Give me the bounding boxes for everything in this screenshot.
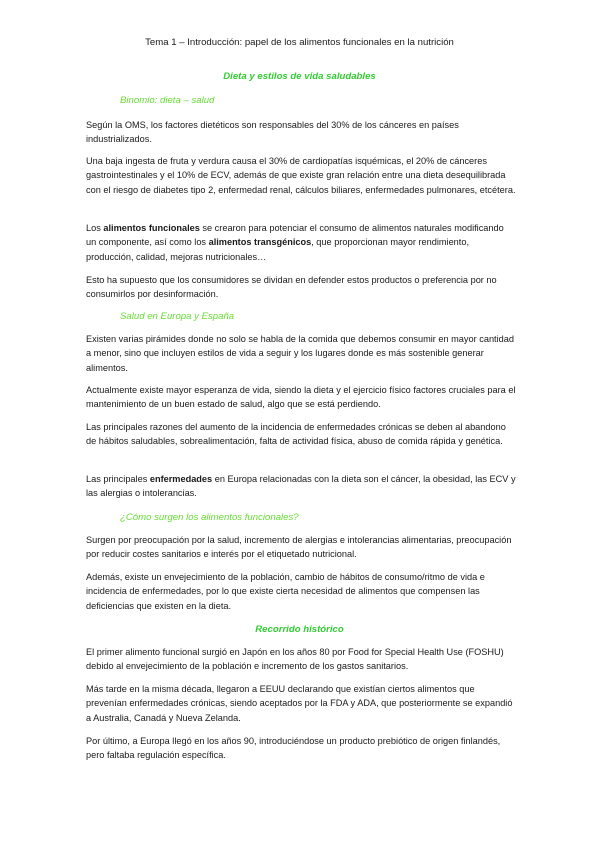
paragraph-envejecimiento: Además, existe un envejecimiento de la población, cambio de hábitos de consumo/ritmo de vida e incidencia de enfermedades, por lo que existe cierta necesidad de alimentos que compensen las deficiencias que existen en la dieta.: [86, 572, 485, 611]
paragraph-alimentos-funcionales: [86, 221, 516, 264]
paragraph-eeuu: Más tarde en la misma década, llegaron a EEUU declarando que existían ciertos alimentos que prevenían enfermedades crónicas, siendo aceptados por la FDA y ADA, que posteriormente se expandió a Australia, Canadá y Nueva Zelanda.: [86, 684, 513, 723]
text-run: en Europa relacionadas con la dieta son el cáncer, la obesidad, las ECV y las alergias o intolerancias.: [86, 474, 516, 499]
paragraph-consumidores: Esto ha supuesto que los consumidores se dividan en defender estos productos o preferencia por no consumirlos por desinformación.: [86, 275, 497, 300]
paragraph-esperanza-vida: Actualmente existe mayor esperanza de vida, siendo la dieta y el ejercicio físico factores cruciales para el mantenimiento de un buen estado de salud, algo que se está perdiendo.: [86, 385, 516, 410]
bold-term-alimentos-transgenicos: alimentos transgénicos: [208, 237, 312, 248]
paragraph-ingesta: Una baja ingesta de fruta y verdura causa el 30% de cardiopatías isquémicas, el 20% de cánceres gastrointestinales y el 10% de ECV, además de que existe gran relación entre una dieta desequilibrada con el riesgo de diabetes tipo 2, enfermedad renal, cálculos biliares, enfermedades pulmonares, etcétera.: [86, 156, 516, 195]
text-run: , que proporcionan mayor rendimiento, producción, calidad, mejoras nutricionales…: [86, 237, 470, 262]
paragraph-razones: Las principales razones del aumento de la incidencia de enfermedades crónicas se deben al abandono de hábitos saludables, sobrealimentación, falta de actividad física, abuso de comida rápida y genética.: [86, 422, 506, 447]
paragraph-japon: El primer alimento funcional surgió en Japón en los años 80 por Food for Special Health Use (FOSHU) debido al envejecimiento de la población e incremento de los gastos sanitarios.: [86, 647, 504, 672]
subheading-binomio: Binomio: dieta – salud: [120, 95, 215, 106]
section-heading-dieta: Dieta y estilos de vida saludables: [223, 71, 376, 82]
paragraph-oms: Según la OMS, los factores dietéticos son responsables del 30% de los cánceres en países industrializados.: [86, 120, 459, 145]
paragraph-europa: Por último, a Europa llegó en los años 90, introduciéndose un producto prebiótico de origen finlandés, pero faltaba regulación específica.: [86, 736, 501, 761]
text-run: se crearon para potenciar el consumo de alimentos naturales modificando un componente, así como los: [86, 223, 504, 248]
text-run: Las principales: [86, 474, 150, 484]
subheading-como-surgen: ¿Cómo surgen los alimentos funcionales?: [120, 512, 299, 523]
paragraph-piramides: Existen varias pirámides donde no solo se habla de la comida que debemos consumir en mayor cantidad a menor, sino que incluyen estilos de vida a seguir y los lugares donde es más sostenible generar alimentos.: [86, 334, 514, 373]
bold-term-alimentos-funcionales: alimentos funcionales: [103, 223, 200, 233]
subheading-salud-europa: Salud en Europa y España: [120, 311, 235, 322]
paragraph-enfermedades: [86, 472, 516, 501]
text-run: Los: [86, 223, 104, 233]
paragraph-surgen: Surgen por preocupación por la salud, incremento de alergias e intolerancias alimentarias, preocupación por reducir costes sanitarios e interés por el etiquetado nutricional.: [86, 535, 512, 560]
page-header: Tema 1 – Introducción: papel de los alimentos funcionales en la nutrición: [145, 37, 454, 48]
bold-term-enfermedades: enfermedades: [149, 474, 213, 484]
section-heading-recorrido: Recorrido histórico: [255, 624, 344, 635]
